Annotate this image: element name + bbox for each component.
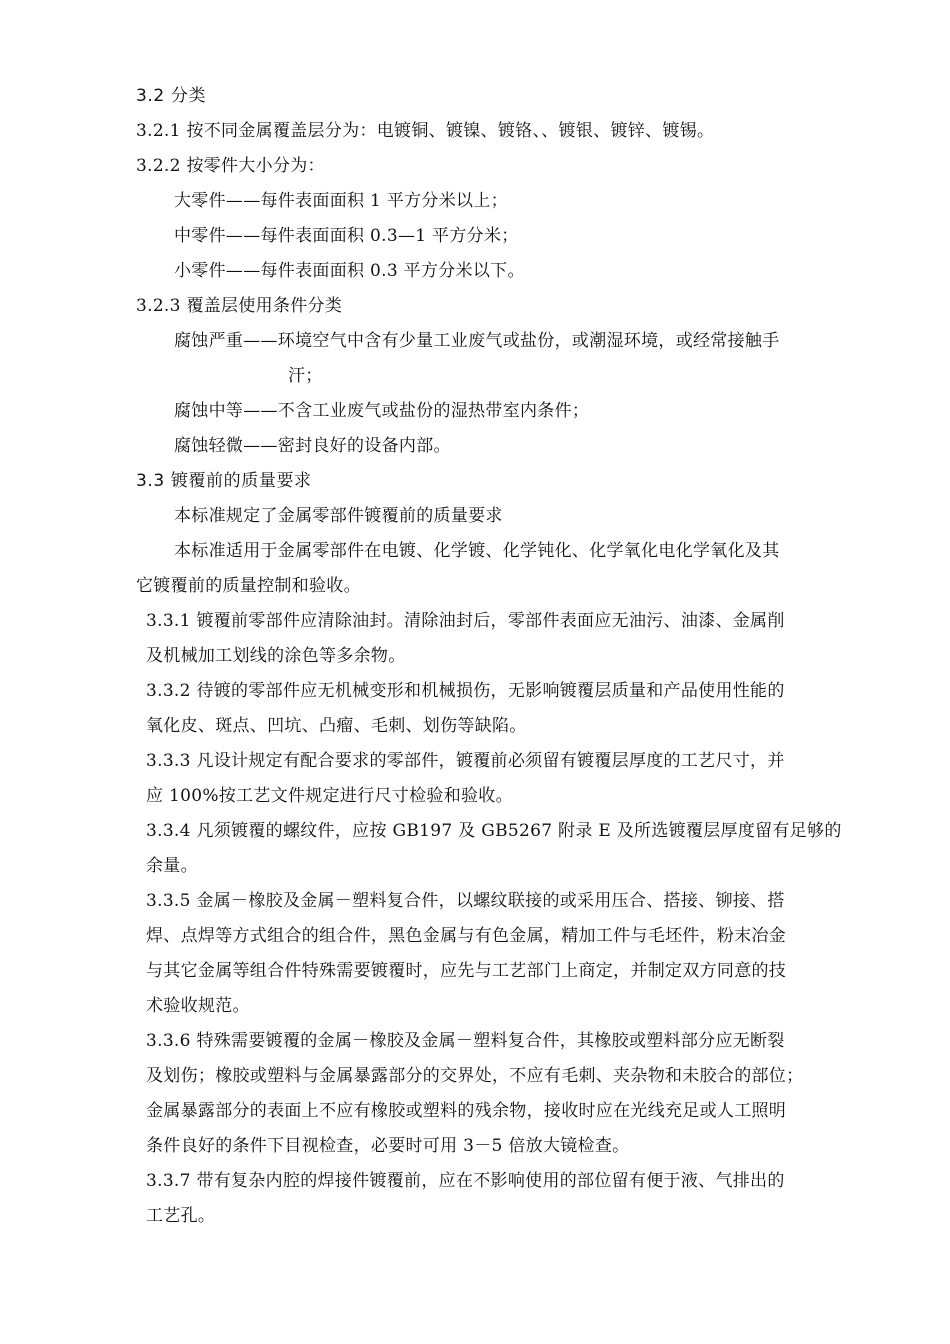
intro-paragraph-1: 本标准规定了金属零部件镀覆前的质量要求: [174, 506, 503, 526]
clause-3-3-1-line-1: 3.3.1 镀覆前零部件应清除油封。清除油封后，零部件表面应无油污、油漆、金属削: [146, 611, 785, 631]
clause-3-3-3-line-2: 应 100%按工艺文件规定进行尺寸检验和验收。: [146, 786, 513, 806]
condition-severe-line-2: 汗；: [288, 366, 323, 386]
clause-3-3-2-line-2: 氧化皮、斑点、凹坑、凸瘤、毛刺、划伤等缺陷。: [146, 716, 527, 736]
clause-3-3-6-line-4: 条件良好的条件下目视检查，必要时可用 3－5 倍放大镜检查。: [146, 1136, 630, 1156]
clause-3-3-7-line-1: 3.3.7 带有复杂内腔的焊接件镀覆前，应在不影响使用的部位留有便于液、气排出的: [146, 1171, 785, 1191]
clause-3-2-3: 3.2.3 覆盖层使用条件分类: [136, 296, 343, 316]
clause-3-2-1: 3.2.1 按不同金属覆盖层分为：电镀铜、镀镍、镀铬、、镀银、镀锌、镀锡。: [136, 121, 715, 141]
condition-severe-line-1: 腐蚀严重——环境空气中含有少量工业废气或盐份，或潮湿环境，或经常接触手: [174, 331, 780, 351]
section-3-2-heading: 3.2 分类: [136, 86, 207, 106]
clause-3-3-7-line-2: 工艺孔。: [146, 1206, 216, 1226]
condition-medium-item: 腐蚀中等——不含工业废气或盐份的湿热带室内条件；: [174, 401, 590, 421]
condition-light-item: 腐蚀轻微——密封良好的设备内部。: [174, 436, 451, 456]
clause-3-3-6-line-2: 及划伤；橡胶或塑料与金属暴露部分的交界处，不应有毛刺、夹杂物和未胶合的部位；: [146, 1066, 804, 1086]
clause-3-2-2: 3.2.2 按零件大小分为：: [136, 156, 325, 176]
clause-3-3-1-line-2: 及机械加工划线的涂色等多余物。: [146, 646, 406, 666]
clause-3-3-6-line-1: 3.3.6 特殊需要镀覆的金属－橡胶及金属－塑料复合件，其橡胶或塑料部分应无断裂: [146, 1031, 785, 1051]
intro-paragraph-2-line-1: 本标准适用于金属零部件在电镀、化学镀、化学钝化、化学氧化电化学氧化及其: [174, 541, 780, 561]
clause-3-3-2-line-1: 3.3.2 待镀的零部件应无机械变形和机械损伤，无影响镀覆层质量和产品使用性能的: [146, 681, 785, 701]
clause-3-3-5-line-3: 与其它金属等组合件特殊需要镀覆时，应先与工艺部门上商定，并制定双方同意的技: [146, 961, 787, 981]
clause-3-3-3-line-1: 3.3.3 凡设计规定有配合要求的零部件，镀覆前必须留有镀覆层厚度的工艺尺寸，并: [146, 751, 785, 771]
size-medium-item: 中零件——每件表面面积 0.3—1 平方分米；: [174, 226, 519, 246]
size-small-item: 小零件——每件表面面积 0.3 平方分米以下。: [174, 261, 525, 281]
clause-3-3-4-line-1: 3.3.4 凡须镀覆的螺纹件，应按 GB197 及 GB5267 附录 E 及所选镀覆层厚度留有足够的: [146, 821, 842, 841]
clause-3-3-6-line-3: 金属暴露部分的表面上不应有橡胶或塑料的残余物，接收时应在光线充足或人工照明: [146, 1101, 787, 1121]
clause-3-3-5-line-1: 3.3.5 金属－橡胶及金属－塑料复合件，以螺纹联接的或采用压合、搭接、铆接、搭: [146, 891, 785, 911]
clause-3-3-4-line-2: 余量。: [146, 856, 198, 876]
size-large-item: 大零件——每件表面面积 1 平方分米以上；: [174, 191, 508, 211]
intro-paragraph-2-line-2: 它镀覆前的质量控制和验收。: [136, 576, 361, 596]
clause-3-3-5-line-4: 术验收规范。: [146, 996, 250, 1016]
clause-3-3-5-line-2: 焊、点焊等方式组合的组合件，黑色金属与有色金属，精加工件与毛坯件，粉末冶金: [146, 926, 787, 946]
section-3-3-heading: 3.3 镀覆前的质量要求: [136, 471, 312, 491]
